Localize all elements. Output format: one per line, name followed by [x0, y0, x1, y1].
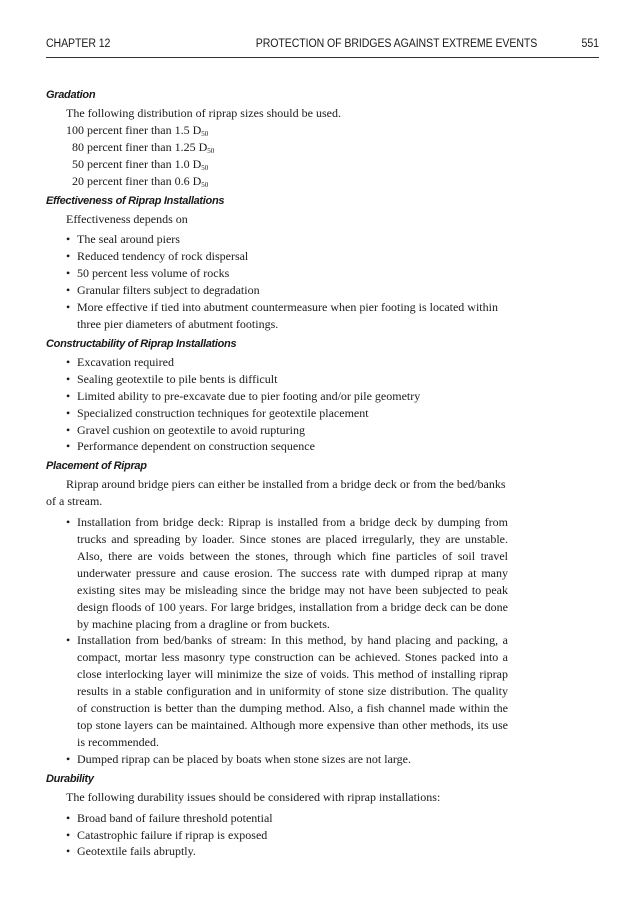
list-item: • Performance dependent on construction sequence	[66, 438, 508, 455]
list-item: • Sealing geotextile to pile bents is difficult	[66, 371, 508, 388]
gradation-line: 80 percent finer than 1.25 $D_{50}$	[66, 139, 215, 155]
list-item: • Specialized construction techniques for geotextile placement	[66, 405, 508, 422]
gradation-intro: The following distribution of riprap sizes should be used.	[66, 106, 341, 120]
section-effectiveness	[46, 194, 508, 333]
list-item: • Limited ability to pre-excavate due to pier footing and/or pile geometry	[66, 388, 508, 405]
section-heading: Gradation	[46, 89, 96, 101]
chapter-label: CHAPTER 12	[46, 38, 111, 50]
effectiveness-intro: Effectiveness depends on	[66, 211, 188, 226]
running-header	[46, 38, 599, 54]
section-durability	[46, 772, 508, 861]
section-placement	[46, 459, 508, 767]
list-item: • Broad band of failure threshold potential	[66, 810, 508, 827]
placement-list	[46, 514, 508, 768]
section-heading: Constructability of Riprap Installations	[46, 337, 237, 350]
list-item: • Gravel cushion on geotextile to avoid rupturing	[66, 422, 508, 439]
list-item: • Dumped riprap can be placed by boats when stone sizes are not large.	[66, 751, 508, 768]
chapter-title: PROTECTION OF BRIDGES AGAINST EXTREME EVENTS	[255, 38, 538, 50]
list-item: • More effective if tied into abutment countermeasure when pier footing is located within three pier diameters of abutment footings.	[66, 299, 508, 333]
durability-intro: The following durability issues should be considered with riprap installations:	[66, 789, 441, 804]
gradation-line: 20 percent finer than 0.6 $D_{50}$	[66, 173, 209, 189]
main-content	[46, 88, 508, 860]
effectiveness-list	[46, 231, 508, 332]
list-item: • Geotextile fails abruptly.	[66, 843, 508, 860]
header-rule	[46, 57, 599, 58]
gradation-line: 50 percent finer than 1.0 $D_{50}$	[66, 156, 209, 172]
list-item: • Excavation required	[66, 354, 508, 371]
section-heading: Durability	[46, 772, 94, 785]
list-item: • Installation from bridge deck: Riprap is installed from a bridge deck by dumping from trucks and spreading by loader. Since stones are placed irregularly, they are unstable. Also, there are voids between the stones, through which fine particles of soil travel underwater pressure and cause erosion. The success rate with dumped riprap at many existing sites may be misleading since the bridge may not have been subjected to peak design floods of 100 years. For large bridges, installation from a bridge deck can be done by machine placing from a dragline or from buckets.	[66, 514, 508, 632]
durability-list	[46, 810, 508, 861]
section-heading: Placement of Riprap	[46, 460, 147, 473]
section-constructability	[46, 337, 508, 455]
page-number: 551	[581, 38, 599, 50]
gradation-line: 100 percent finer than 1.5 $D_{50}$	[66, 122, 209, 138]
section-heading: Effectiveness of Riprap Installations	[46, 194, 225, 207]
list-item: • Granular filters subject to degradation	[66, 282, 508, 299]
list-item: • Reduced tendency of rock dispersal	[66, 248, 508, 265]
section-gradation	[46, 88, 508, 190]
list-item: • Installation from bed/banks of stream: In this method, by hand placing and packing, a compact, mortar less masonry type construction can be achieved. Stones packed into a close interlocking layer will minimize the size of voids. This method of installing riprap results in a stable configuration and in uniformity of stone size distribution. The quality of construction is better than the dumping method. Also, a fish channel made within the top stone layers can be maintained. Although more expensive than other methods, its use is recommended.	[66, 632, 508, 750]
list-item: • Catastrophic failure if riprap is exposed	[66, 827, 508, 844]
constructability-list	[46, 354, 508, 455]
list-item: • The seal around piers	[66, 231, 508, 248]
placement-intro: Riprap around bridge piers can either be installed from a bridge deck or from the bed/banks of a stream.	[46, 477, 506, 509]
list-item: • 50 percent less volume of rocks	[66, 265, 508, 282]
